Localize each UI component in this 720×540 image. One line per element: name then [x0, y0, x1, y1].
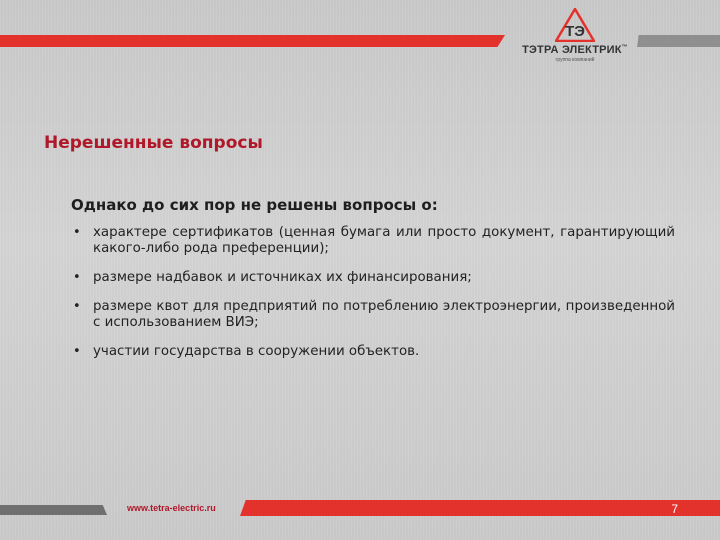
slide-title: Нерешенные вопросы [44, 133, 263, 153]
bullet-icon: • [73, 299, 81, 314]
list-item: • размере надбавок и источниках их финансирования; [73, 270, 472, 285]
bottom-dark-bar [0, 505, 107, 515]
slide-lead-text: Однако до сих пор не решены вопросы о: [71, 196, 438, 214]
bottom-red-bar [240, 500, 720, 516]
website-link[interactable]: www.tetra-electric.ru [127, 503, 216, 513]
list-item: • характере сертификатов (ценная бумага или просто документ, гарантирующий какого-либо рода преференции); [73, 225, 675, 256]
top-gray-bar [637, 35, 720, 47]
bullet-icon: • [73, 344, 81, 359]
issues-list [71, 225, 675, 373]
list-item: • размере квот для предприятий по потреблению электроэнергии, произведенной с использованием ВИЭ; [73, 299, 675, 330]
logo-company-name: ТЭТРА ЭЛЕКТРИК™ [522, 44, 628, 56]
page-number: 7 [671, 502, 678, 516]
list-item: • участии государства в сооружении объектов. [73, 344, 420, 359]
bullet-icon: • [73, 225, 81, 240]
top-red-bar [0, 35, 505, 47]
svg-text:ТЭ: ТЭ [565, 23, 585, 40]
bullet-icon: • [73, 270, 81, 285]
company-logo [520, 8, 630, 70]
tetra-triangle-icon [555, 8, 595, 42]
logo-tagline: группа компаний [555, 57, 595, 63]
